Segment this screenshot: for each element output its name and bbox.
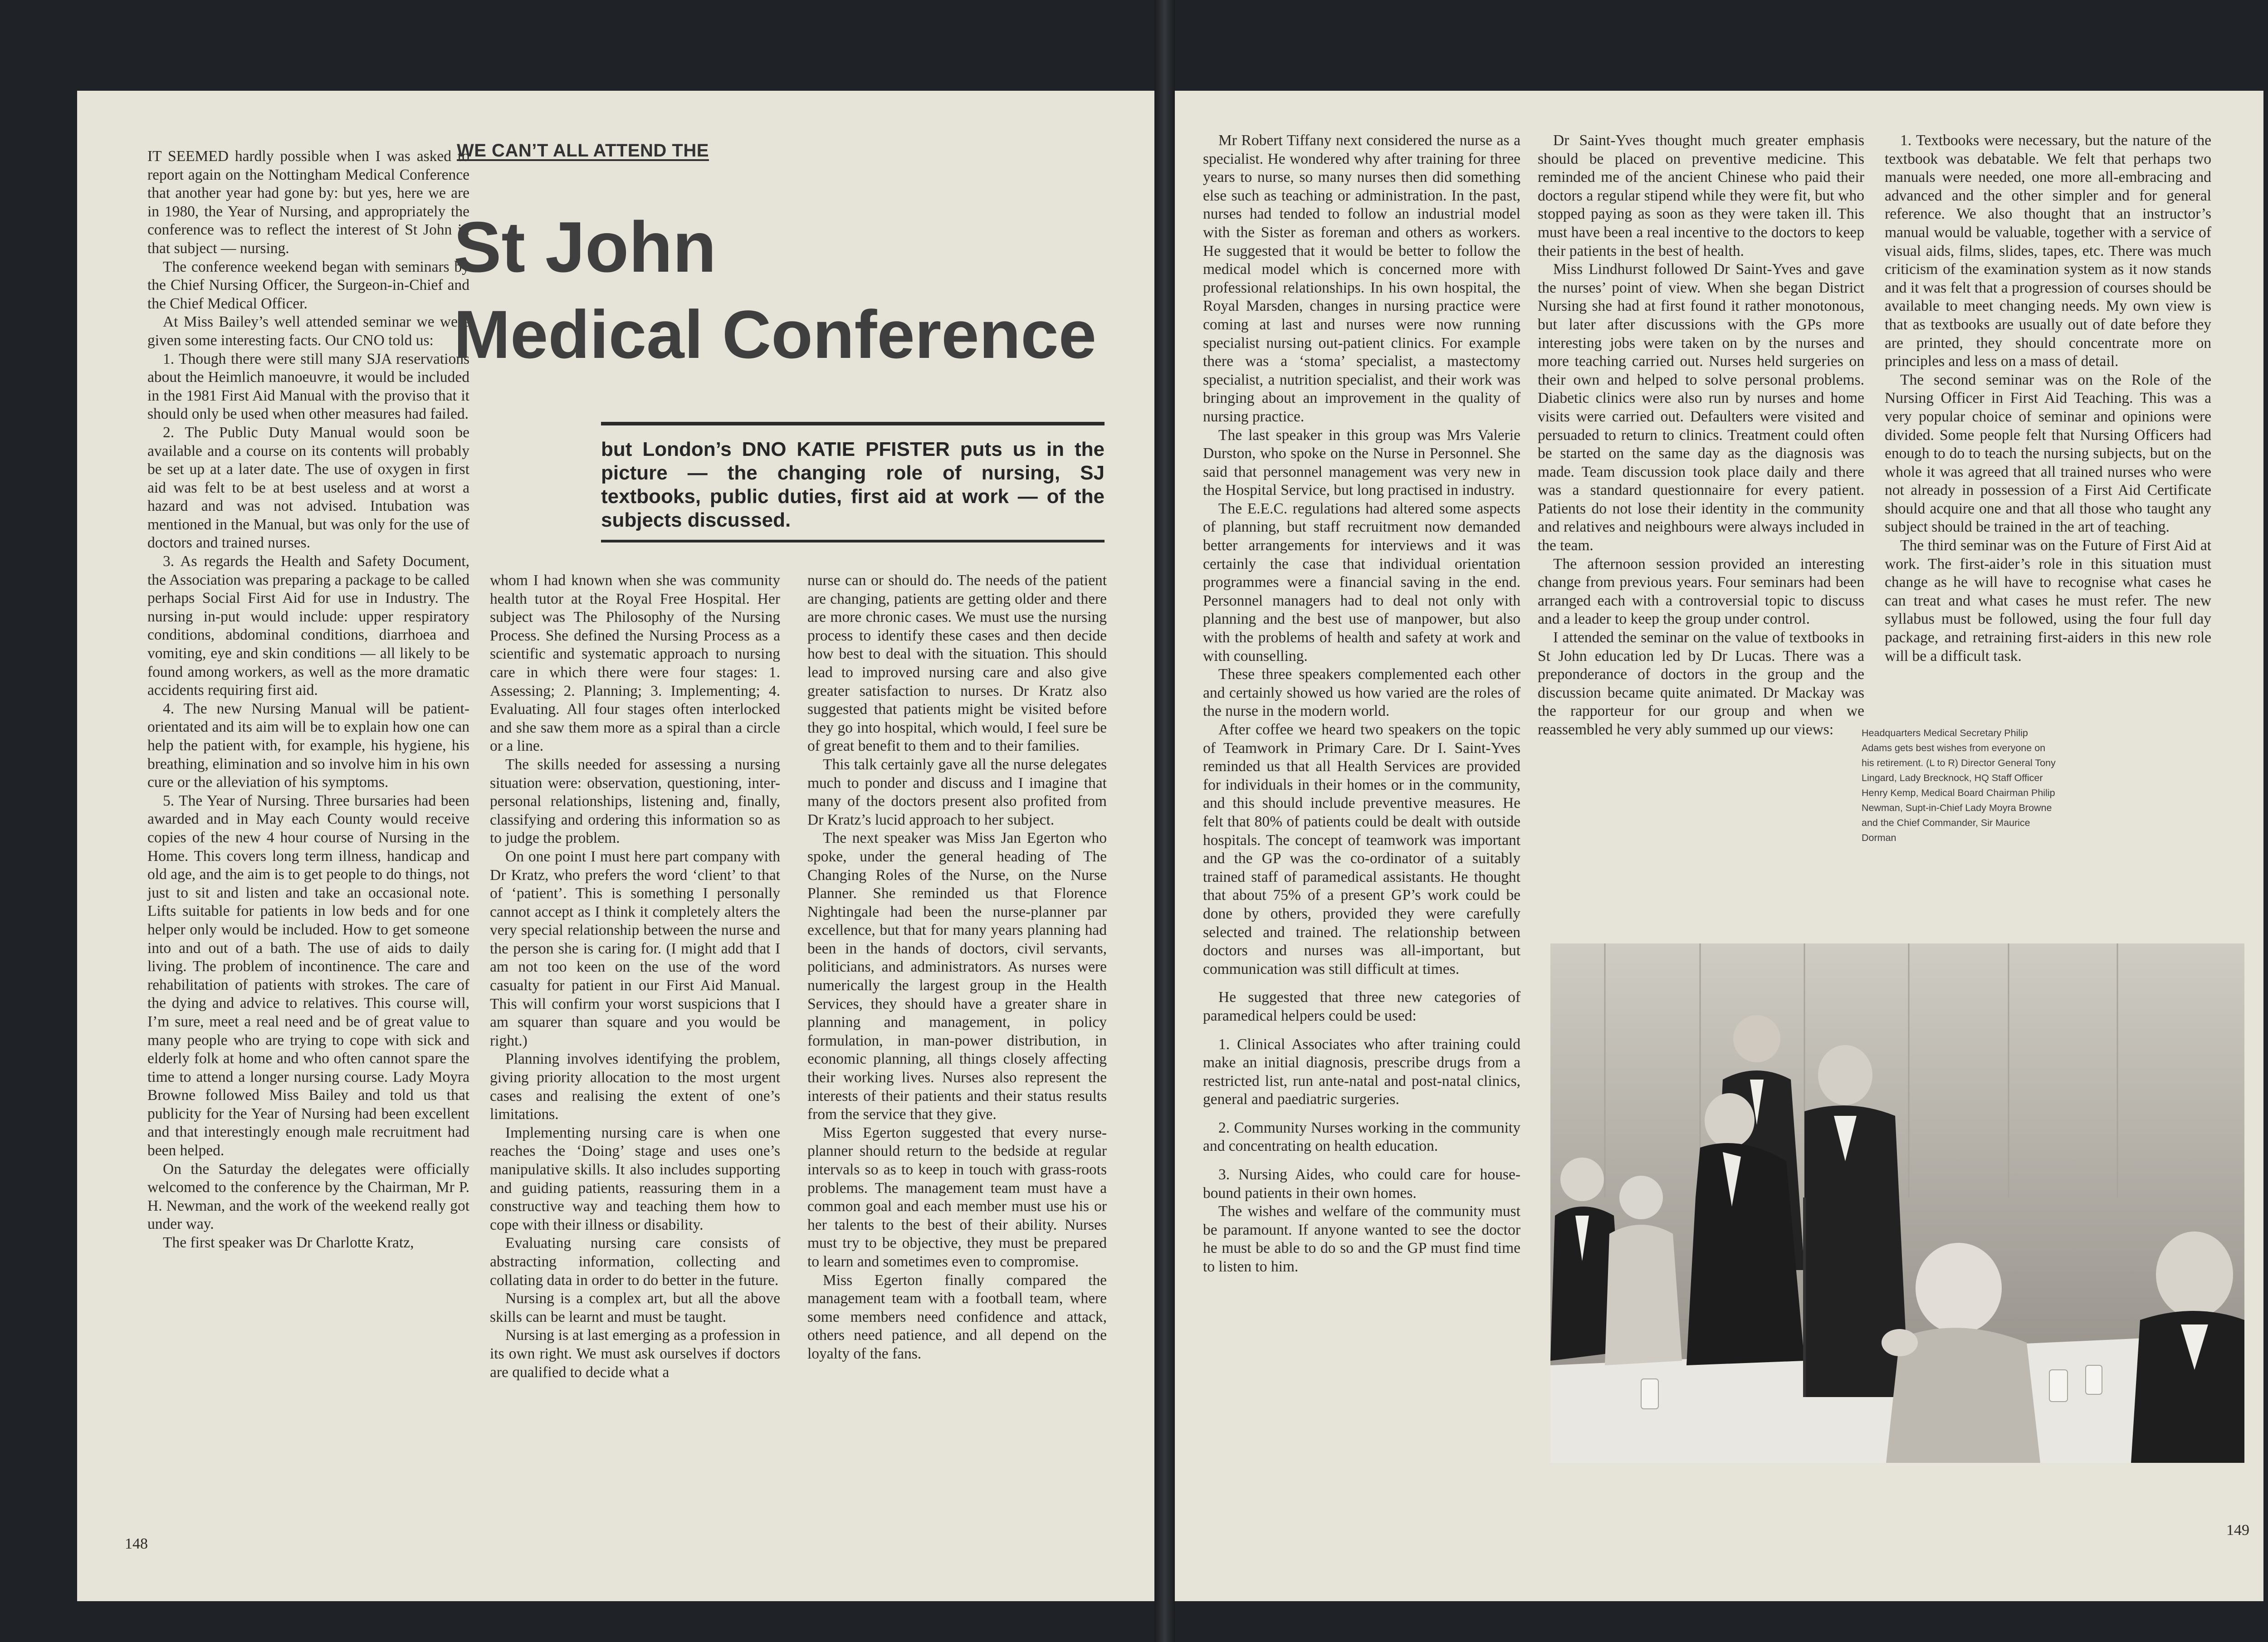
- paragraph: Nursing is at last emerging as a profession in its own right. We must ask ourselves if doctors are qualified to decide what a: [490, 1327, 780, 1381]
- paragraph: At Miss Bailey’s well attended seminar we were given some interesting facts. Our CNO told us:: [147, 313, 469, 349]
- paragraph: 3. As regards the Health and Safety Document, the Association was preparing a package to be called perhaps Social First Aid for use in Industry. The nursing in-put would include: upper respiratory conditions, abdominal conditions, diarrhoea and vomiting, eye and skin conditions — all likely to be found among workers, as well as the more dramatic accidents requiring first aid.: [147, 553, 469, 699]
- paragraph: Miss Egerton finally compared the management team with a football team, where some members need confidence and attack, others need patience, and all depend on the loyalty of the fans.: [807, 1271, 1107, 1362]
- paragraph: He suggested that three new categories of paramedical helpers could be used:: [1203, 989, 1520, 1024]
- paragraph: After coffee we heard two speakers on the topic of Teamwork in Primary Care. Dr I. Saint-Yves reminded us that all Health Services are provided for individuals in their homes or in the community, and this should include preventive measures. He felt that 80% of patients could be dealt with outside hospitals. The concept of teamwork was important and the GP was the co-ordinator of a suitably trained staff of paramedical assistants. He thought that about 75% of a present GP’s work could be done by others, provided they were carefully selected and trained. The relationship between doctors and nurses was all-important, but communication was still difficult at times.: [1203, 721, 1520, 977]
- paragraph: The next speaker was Miss Jan Egerton who spoke, under the general heading of The Changing Roles of the Nurse, on the Nurse Planner. She reminded us that Florence Nightingale had been the nurse-planner par excellence, but that for many years planning had been in the hands of doctors, civil servants, politicians, and administrators. As nurses were numerically the largest group in the Health Services, they should have a greater share in planning and management, in policy formulation, in man-power distribution, in economic planning, all things closely affecting their working lives. Nurses also represent the interests of their patients and their status results from the service that they give.: [807, 830, 1107, 1123]
- page-number-right: 149: [2226, 1522, 2249, 1539]
- photo-caption: Headquarters Medical Secretary Philip Adams gets best wishes from everyone on his retirement. (L to R) Director General Tony Lingard, Lady Brecknock, HQ Staff Officer Henry Kemp, Medical Board Chairman Philip Newman, Supt-in-Chief Lady Moyra Browne and the Chief Commander, Sir Maurice Dorman: [1862, 728, 2056, 843]
- deck-rule-top: [601, 422, 1105, 425]
- paragraph: 3. Nursing Aides, who could care for house-bound patients in their own homes.: [1203, 1166, 1520, 1202]
- paragraph: 2. Community Nurses working in the community and concentrating on health education.: [1203, 1119, 1520, 1155]
- paragraph: Dr Saint-Yves thought much greater emphasis should be placed on preventive medicine. This reminded me of the ancient Chinese who paid their doctors a regular stipend while they were fit, but who stopped paying as soon as they were taken ill. This must have been a real incentive to the doctors to keep their patients in the best of health.: [1538, 132, 1864, 259]
- kicker: WE CAN’T ALL ATTEND THE: [457, 141, 709, 161]
- paragraph: 1. Though there were still many SJA reservations about the Heimlich manoeuvre, it would be included in the 1981 First Aid Manual with the proviso that it should only be used when other measures had failed.: [147, 350, 469, 423]
- conference-photo-illustration: [1550, 943, 2244, 1463]
- paragraph: 4. The new Nursing Manual will be patient-orientated and its aim will be to explain how one can help the patient with, for example, his hygiene, his breathing, elimination and so involve him in his own cure or the alleviation of his symptoms.: [147, 700, 469, 791]
- left-page: [77, 91, 1154, 1601]
- right-column-1: [1203, 132, 1520, 1276]
- title-line-1: St John: [454, 207, 717, 287]
- paragraph: I attended the seminar on the value of textbooks in St John education led by Dr Lucas. There was a preponderance of doctors in the group and the discussion became quite animated. Dr Mackay was the rapporteur for our group and when we reassembled he very ably summed up our views:: [1538, 629, 1864, 738]
- paragraph: The third seminar was on the Future of First Aid at work. The first-aider’s role in this situation must change as he will have to recognise what cases he can treat and what cases he must refer. The new syllabus must be followed, using the four full day package, and retraining first-aiders in this new role will be a difficult task.: [1885, 537, 2211, 665]
- left-column-1: [147, 147, 469, 1252]
- conference-photo: [1550, 943, 2244, 1463]
- paragraph: Mr Robert Tiffany next considered the nurse as a specialist. He wondered why after training for three years to nurse, so many nurses then did something else such as teaching or administration. In the past, nurses had tended to follow an industrial model with the Sister as foreman and others as workers. He suggested that it would be better to follow the medical model which is concerned more with professional relationships. In his own hospital, the Royal Marsden, changes in nursing practice were coming at last and nurses were now running specialist nursing out-patient clinics. For example there was a ‘stoma’ specialist, a mastectomy specialist, a nutrition specialist, and their work was bringing about an improvement in the quality of nursing practice.: [1203, 132, 1520, 425]
- paragraph: The second seminar was on the Role of the Nursing Officer in First Aid Teaching. This was a very popular choice of seminar and opinions were divided. Some people felt that Nursing Officers had enough to do to teach the nursing subjects, but on the whole it was agreed that all trained nurses who were not already in possession of a First Aid Certificate should acquire one and that all those who taught any subject should be trained in the art of teaching.: [1885, 371, 2211, 536]
- deck-rule-bottom: [601, 540, 1105, 542]
- paragraph: The first speaker was Dr Charlotte Kratz,: [163, 1234, 414, 1251]
- right-column-3: [1885, 132, 2211, 665]
- paragraph: IT SEEMED hardly possible when I was asked to report again on the Nottingham Medical Conference that another year had gone by: but yes, here we are in 1980, the Year of Nursing, and appropriately the conference was to reflect the interest of St John in that subject — nursing.: [147, 148, 469, 257]
- left-column-3: [807, 572, 1107, 1363]
- page-number-left: 148: [125, 1535, 148, 1552]
- left-column-2: [490, 572, 780, 1382]
- paragraph: 1. Clinical Associates who after training could make an initial diagnosis, prescribe drugs from a restricted list, run ante-natal and post-natal clinics, general and paediatric surgeries.: [1203, 1036, 1520, 1108]
- paragraph: Planning involves identifying the problem, giving priority allocation to the most urgent cases and realising the extent of one’s limitations.: [490, 1051, 780, 1123]
- paragraph: Implementing nursing care is when one reaches the ‘Doing’ stage and uses one’s manipulative skills. It also includes supporting and guiding patients, reassuring them in a constructive way and teaching them how to cope with their illness or disability.: [490, 1124, 780, 1233]
- paragraph: nurse can or should do. The needs of the patient are changing, patients are getting older and there are more chronic cases. We must use the nursing process to identify these cases and then decide how best to deal with the situation. This should lead to improved nursing care and also give greater satisfaction to nurses. Dr Kratz also suggested that patients might be visited before they go into hospital, which would, I feel sure be of great benefit to them and to their families.: [807, 572, 1107, 755]
- spine-gutter: [1154, 0, 1175, 1642]
- title-line-2: Medical Conference: [454, 296, 1097, 372]
- paragraph: 5. The Year of Nursing. Three bursaries had been awarded and in May each County would receive copies of the new 4 hour course of Nursing in the Home. This covers long term illness, handicap and old age, and the aim is to get people to do things, not just to sit and listen and take an occasional note. Lifts suitable for patients in low beds and for one helper only would be included. How to get someone into and out of a bath. The use of aids to daily living. The problem of incontinence. The care and rehabilitation of patients with strokes. The care of the dying and advice to relatives. This course will, I’m sure, meet a real need and be of great value to many people who are trying to cope with sick and elderly folk at home and who often cannot spare the time to attend a longer nursing course. Lady Moyra Browne followed Miss Bailey and told us that publicity for the Year of Nursing had been excellent and that interestingly enough male recruitment had been helped.: [147, 792, 469, 1159]
- paragraph: Miss Egerton suggested that every nurse-planner should return to the bedside at regular intervals so as to keep in touch with grass-roots problems. The management team must have a common goal and each member must use his or her talents to the best of their ability. Nurses must try to be objective, they must be prepared to learn and sometimes even to compromise.: [807, 1124, 1107, 1270]
- paragraph: On one point I must here part company with Dr Kratz, who prefers the word ‘client’ to that of ‘patient’. This is something I personally cannot accept as I think it completely alters the very special relationship between the nurse and the person she is caring for. (I might add that I am not too keen on the use of the word casualty for patient in our First Aid Manual. This will confirm your worst suspicions that I am squarer than square and you would be right.): [490, 848, 780, 1049]
- paragraph: The conference weekend began with seminars by the Chief Nursing Officer, the Surgeon-in-Chief and the Chief Medical Officer.: [147, 258, 469, 312]
- paragraph: The E.E.C. regulations had altered some aspects of planning, but staff recruitment now demanded better arrangements for interviews and it was certainly the case that individual orientation programmes were a financial saving in the end. Personnel managers had to deal not only with planning and the best use of manpower, but also with the problems of health and safety at work and with counselling.: [1203, 500, 1520, 665]
- paragraph: These three speakers complemented each other and certainly showed us how varied are the roles of the nurse in the modern world.: [1203, 666, 1520, 720]
- paragraph: The skills needed for assessing a nursing situation were: observation, questioning, inter-personal relationships, listening and, finally, classifying and ordering this information so as to judge the problem.: [490, 756, 780, 847]
- paragraph: Nursing is a complex art, but all the above skills can be learnt and must be taught.: [490, 1290, 780, 1325]
- paragraph: This talk certainly gave all the nurse delegates much to ponder and discuss and I imagine that many of the doctors present also profited from Dr Kratz’s lucid approach to her subject.: [807, 756, 1107, 828]
- right-column-2: [1538, 132, 1864, 739]
- paragraph: Evaluating nursing care consists of abstracting information, collecting and collating data in order to do better in the future.: [490, 1235, 780, 1289]
- paragraph: 2. The Public Duty Manual would soon be available and a course on its contents will probably be set up at a later date. The use of oxygen in first aid was felt to be at best useless and at worst a hazard and was not advised. Intubation was mentioned in the Manual, but was only for the use of doctors and trained nurses.: [147, 424, 469, 552]
- paragraph: On the Saturday the delegates were officially welcomed to the conference by the Chairman, Mr P. H. Newman, and the work of the weekend really got under way.: [147, 1160, 469, 1233]
- paragraph: The afternoon session provided an interesting change from previous years. Four seminars had been arranged each with a controversial topic to discuss and a leader to keep the group under control.: [1538, 555, 1864, 628]
- paragraph: The wishes and welfare of the community must be paramount. If anyone wanted to see the doctor he must be able to do so and the GP must find time to listen to him.: [1203, 1203, 1520, 1275]
- paragraph: Miss Lindhurst followed Dr Saint-Yves and gave the nurses’ point of view. When she began District Nursing she had at first found it rather monotonous, but later after discussions with the GPs more interesting jobs were taken on by the nurses and more teaching carried out. Nurses held surgeries on their own and helped to solve personal problems. Diabetic clinics were also run by nurses and home visits were carried out. Defaulters were visited and persuaded to return to clinics. Treatment could often be started on the same day as the diagnosis was made. Team discussion took place daily and there was a standard questionnaire for every patient. Patients do not lose their identity in the community and relatives and neighbours were always included in the team.: [1538, 261, 1864, 554]
- paragraph: The last speaker in this group was Mrs Valerie Durston, who spoke on the Nurse in Personnel. She said that personnel management was very new in the Hospital Service, but long practised in industry.: [1203, 426, 1520, 499]
- paragraph: whom I had known when she was community health tutor at the Royal Free Hospital. Her subject was The Philosophy of the Nursing Process. She defined the Nursing Process as a scientific and systematic approach to nursing care in which there were four stages: 1. Assessing; 2. Planning; 3. Implementing; 4. Evaluating. All four stages often interlocked and she saw them more as a spiral than a circle or a line.: [490, 572, 780, 755]
- deck: but London’s DNO KATIE PFISTER puts us in the picture — the changing role of nursing, SJ textbooks, public duties, first aid at work — of the subjects discussed.: [601, 438, 1105, 531]
- paragraph: 1. Textbooks were necessary, but the nature of the textbook was debatable. We felt that perhaps two manuals were needed, one more all-embracing and advanced and the other simpler and for general reference. We also thought that an instructor’s manual would be valuable, together with a service of visual aids, films, slides, tapes, etc. There was much criticism of the examination system as it now stands and it was felt that a progression of courses should be available to meet changing needs. My own view is that as textbooks are usually out of date before they are printed, they should concentrate more on principles and less on a mass of detail.: [1885, 132, 2211, 370]
